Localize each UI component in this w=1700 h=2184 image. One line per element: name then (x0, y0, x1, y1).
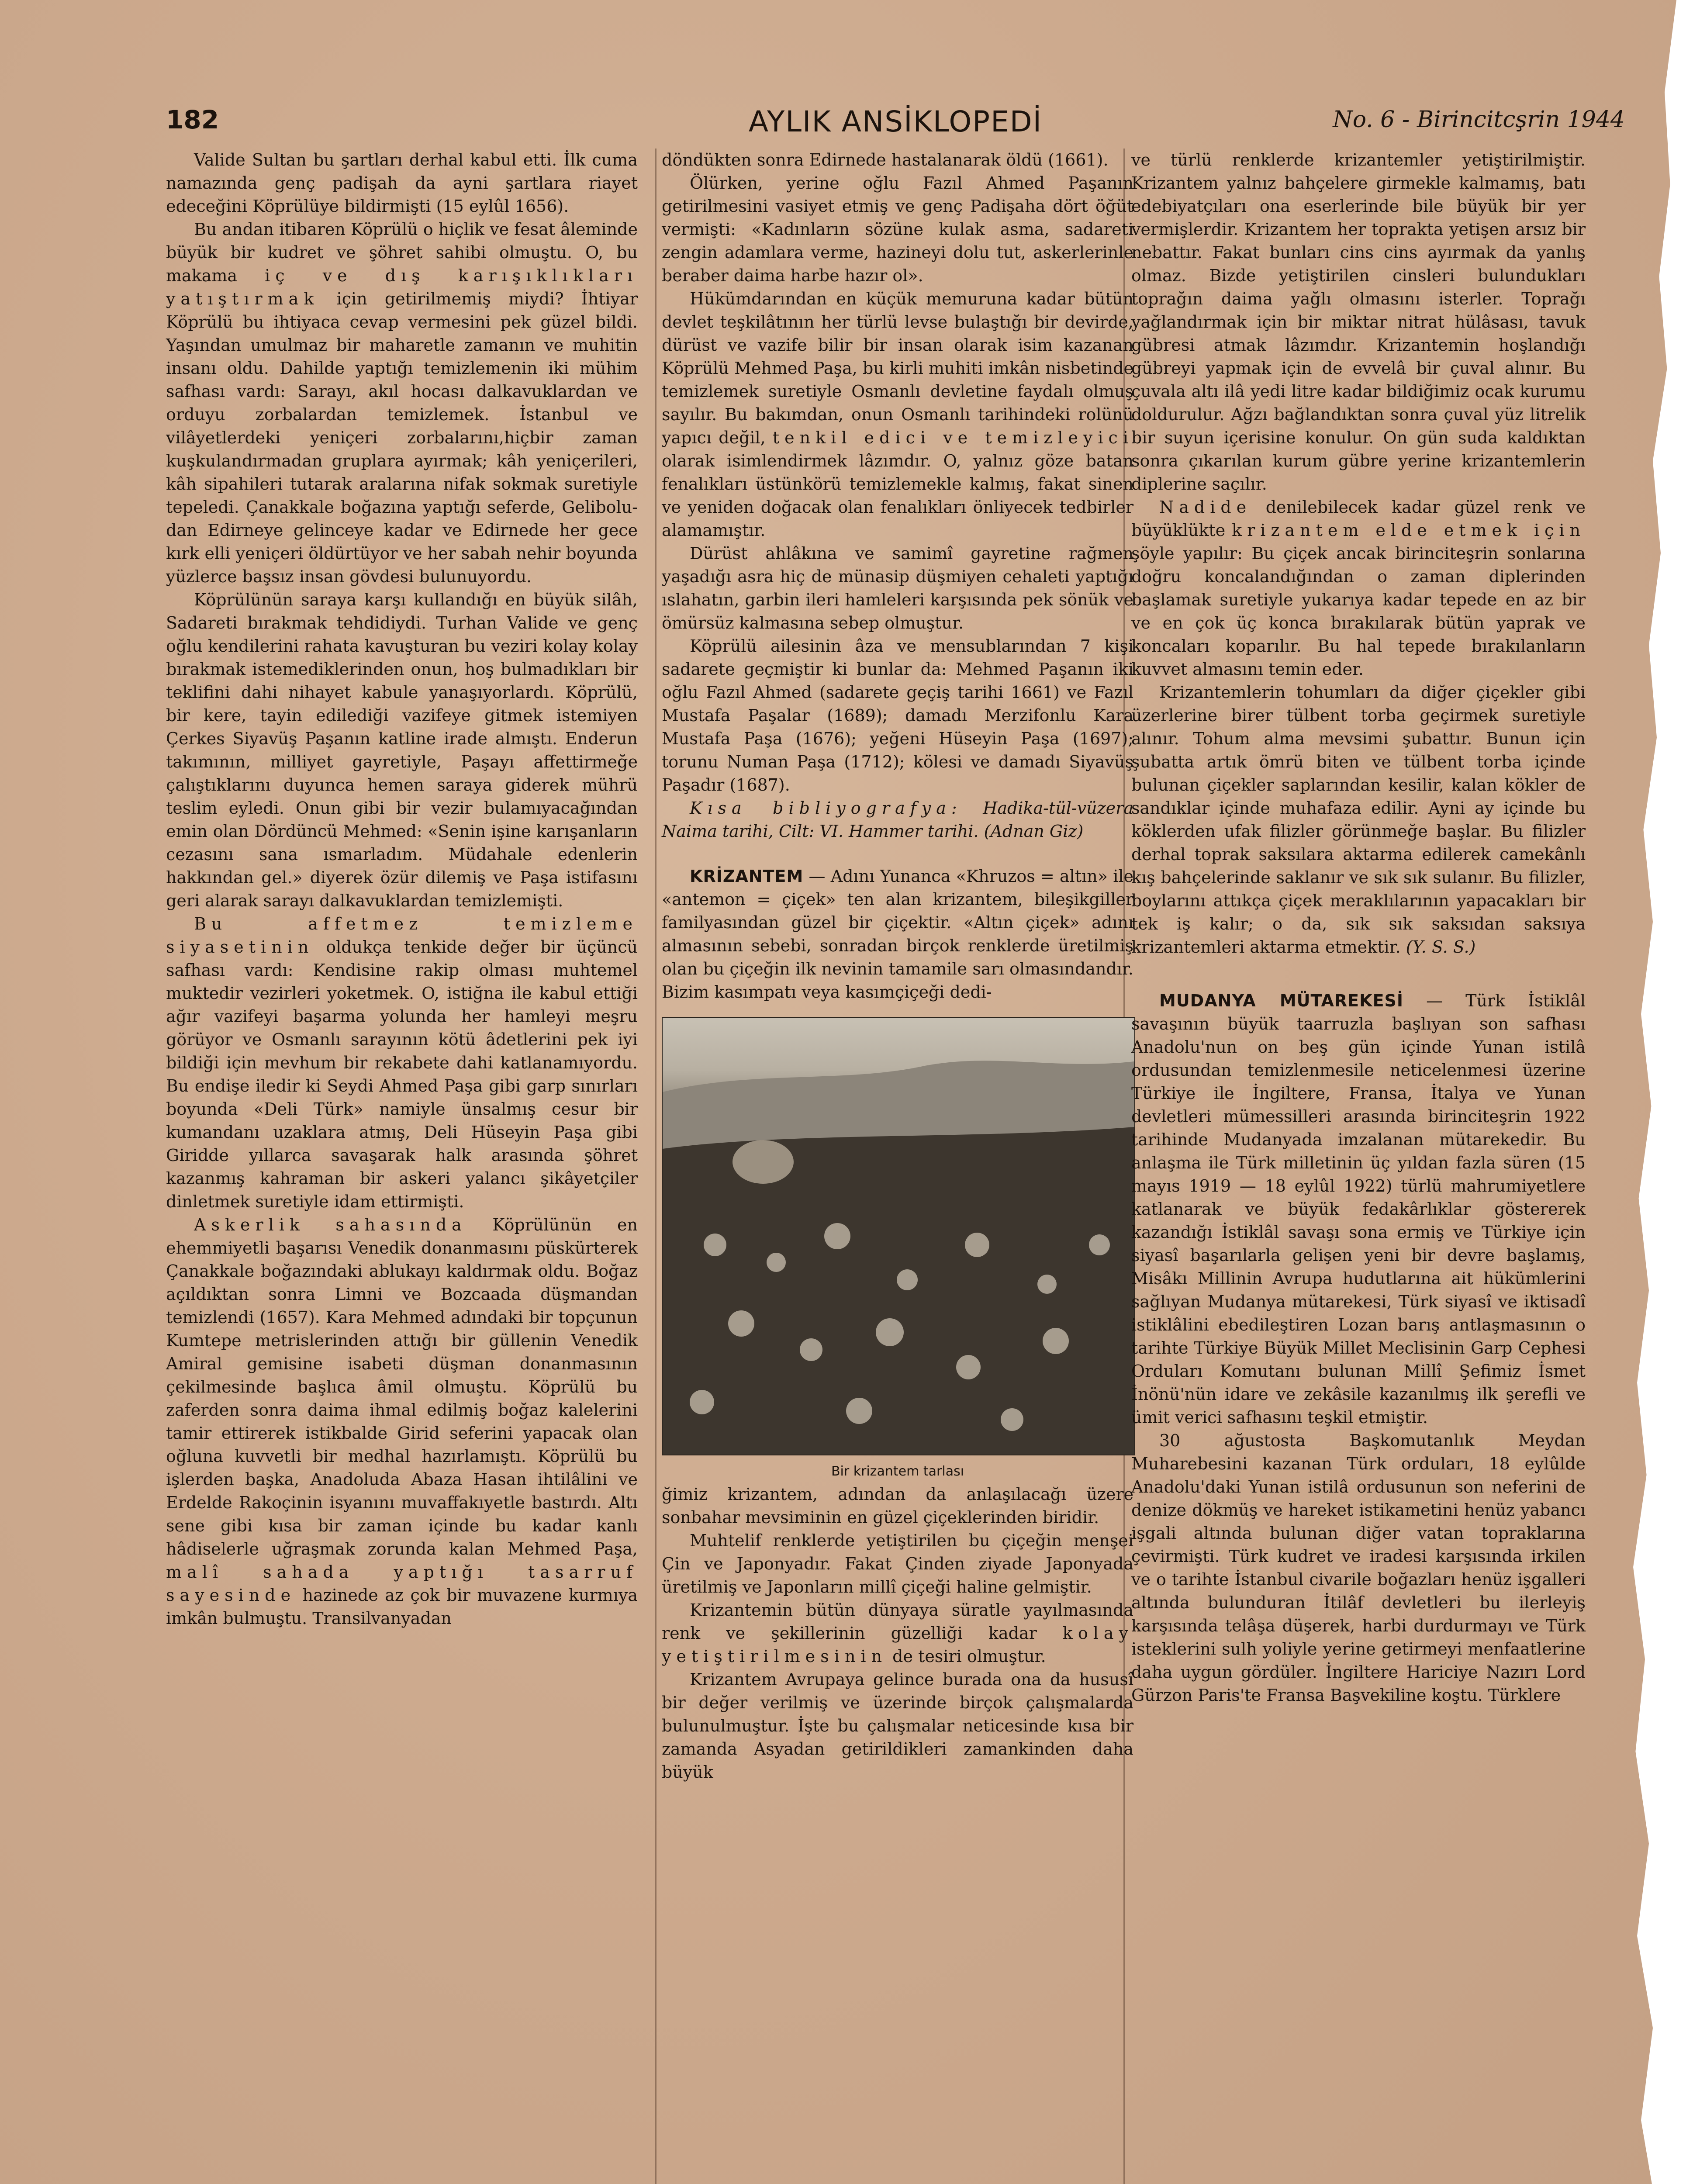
paragraph (166, 912, 638, 1213)
text-run: — Adını Yunanca «Khruzos = altın» ile «antemon = çiçek» ten alan krizantem, bileşikgiller familyasından güzel bir çiçektir. «Altın çiçek» adını almasının sebebi, sonradan birçok renklerde üretilmiş olan bu çiçeğin ilk nevinin tamamile sarı olmasındandır. Bizim kasımpatı veya kasımçiçeği dedi- (662, 867, 1133, 1002)
article-heading-mudanya: MUDANYA MÜTAREKESİ (1159, 991, 1404, 1010)
bibliography-text: Hadika-tül-vüzera Naima tarihi, Cilt: VI. Hammer tarihi. (662, 798, 1133, 841)
text-run: Hükümdarından en küçük memuruna kadar bütün devlet teşkilâtının her türlü levse bulaştığı bir devirde, dürüst ve vazife bilir bir insan olarak isim kazanan Köprülü Mehmed Paşa, bu kirli muhiti imkân nisbetinde temizlemek suretiyle Osmanlı devletine faydalı olmuş sayılır. Bu bakımdan, onun Osmanlı tarihindeki rolünü yapıcı değil, (662, 289, 1133, 447)
paragraph (1131, 681, 1586, 959)
paragraph (662, 287, 1133, 542)
paragraph: ve türlü renklerde krizantemler yetiştirilmiştir. Krizantem yalnız bahçelere girmekle kalmamış, batı edebiyatçıları ona eserlerinde bile büyük bir yer vermişlerdir. Krizantem her toprakta yetişen arsız bir nebattır. Fakat bunları cins cins ayırmak da yanlış olmaz. Bizde yetiştirilen cinsleri bulundukları toprağın daima yağlı olmasını isterler. Toprağı yağlandırmak için bir miktar nitrat hülâsası, tavuk gübresi atmak lâzımdır. Krizantemin hoşlandığı gübreyi yapmak için de evvelâ bir çuval alınır. Bu çuvala altı ilâ yedi litre kadar bildiğimiz ocak kurumu doldurulur. Ağzı bağlandıktan sonra çuval yüz litrelik bir suyun içerisine konulur. On gün suda kaldıktan sonra çıkarılan kurum gübre yerine krizantemlerin diplerine saçılır. (1131, 150, 1586, 494)
photo-caption: Bir krizantem tarlası (831, 1464, 964, 1479)
column-divider (655, 149, 657, 2184)
text-run: hazinede az çok bir muvazene kurmıya imkân bulmuştu. Transilvanyadan (166, 1586, 638, 1628)
torn-edge (1621, 0, 1700, 2184)
page-number: 182 (166, 105, 219, 135)
paragraph: Muhtelif renklerde yetiştirilen bu çiçeğin menşei Çin ve Japonyadır. Fakat Çinden ziyade Japonyada üretilmiş ve Japonların millî çiçeği haline gelmiştir. (662, 1531, 1133, 1597)
author-signature: (Adnan Giz) (984, 822, 1084, 841)
bibliography (662, 797, 1133, 843)
text-run: denilebilecek kadar güzel renk ve büyüklükte (1131, 498, 1586, 540)
text-run: için getirilmemiş miydi? İhtiyar Köprülü bu ihtiyaca cevap vermesini pek güzel bildi. Yaşından umulmaz bir maharetle zamanın ve muhitin insanı oldu. Dahilde yaptığı temizlemenin iki mühim safhası vardı: Sarayı, akıl hocası dalkavuklardan ve orduyu zorbalardan temizlemek. İstanbul ve vilâyetlerdeki yeniçeri zorbalarını,hiçbir zaman kuşkulandırmadan gruplara ayırmak; kâh yeniçerileri, kâh sipahileri tutarak aralarına nifak sokmak suretiyle tepeledi. Çanakkale boğazına yaptığı seferde, Gelibolu-dan Edirneye gelinceye kadar ve Edirnede her gece kırk elli yeniçeri öldürtüyor ve her sabah nehir boyunda yüzlerce başsız insan gövdesi bulunuyordu. (166, 289, 638, 586)
paragraph: Ölürken, yerine oğlu Fazıl Ahmed Paşanın getirilmesini vasiyet etmiş ve genç Padişaha dört öğüt vermişti: «Kadınların sözüne kulak asma, sadareti zengin adamlara verme, hazineyi dolu tut, askerlerinle beraber daima harbe hazır ol». (662, 173, 1133, 285)
paragraph: Dürüst ahlâkına ve samimî gayretine rağmen yaşadığı asra hiç de münasip düşmiyen cehaleti yaptığı ıslahatın, garbin ileri hamleleri karşısında pek sönük ve ömürsüz kalmasına sebep olmuştur. (662, 544, 1133, 632)
text-run: Bu andan itibaren Köprülü o hiçlik ve fesat âleminde büyük bir kudret ve şöhret sahibi olmuştu. O, bu makama (166, 220, 638, 285)
text-run: şöyle yapılır: Bu çiçek ancak birinciteşrin sonlarına doğru koncalandığından o zaman diplerinden başlamak suretiyle yukarıya kadar tepede en az bir ve en çok üç konca bırakılarak bütün yaprak ve koncaları koparılır. Bu hal tepede bırakılanların kuvvet almasını temin eder. (1131, 544, 1586, 679)
paragraph: Valide Sultan bu şartları derhal kabul etti. İlk cuma namazında genç padişah da ayni şartlara riayet edeceğini Köprülüye bildirmişti (15 eylûl 1656). (166, 150, 638, 216)
spaced-phrase: Bu affetmez temizleme siyasetinin (166, 914, 638, 957)
paragraph: ğimiz krizantem, adından da anlaşılacağı üzere sonbahar mevsiminin en güzel çiçeklerinden biridir. (662, 1485, 1133, 1527)
author-signature: (Y. S. S.) (1406, 937, 1476, 957)
spaced-phrase: Askerlik sahasında (194, 1215, 467, 1234)
text-run: Krizantemin bütün dünyaya süratle yayılmasında renk ve şekillerinin güzelliği kadar (662, 1600, 1133, 1643)
column-2 (662, 149, 1133, 1784)
text-run: oldukça tenkide değer bir üçüncü safhası vardı: Kendisine rakip olması muhtemel muktedir vezirleri yoketmek. O, istiğna ile kabul ettiği ağır vazifeyi başarma yolunda her hamleyi meşru görüyor ve Osmanlı sarayının kötü âdetlerini pek iyi bildiği için mevhum bir rekabete dahi katlanamıyordu. Bu endişe iledir ki Seydi Ahmed Paşa gibi garp sınırları boyunda «Deli Türk» namiyle ünsalmış cesur bir kumandanı uzaklara atmış, Deli Hüseyin Paşa gibi Giridde yıllarca savaşarak halk arasında şöhret kazanmış kahraman bir askeri yalancı şikâyetçiler dinletmek suretiyle idam ettirmişti. (166, 937, 638, 1211)
column-1 (166, 149, 638, 1630)
paragraph: Köprülü ailesinin âza ve mensublarından 7 kişi sadarete geçmiştir ki bunlar da: Mehmed Paşanın iki oğlu Fazıl Ahmed (sadarete geçiş tarihi 1661) ve Fazıl Mustafa Paşalar (1689); damadı Merzifonlu Kara Mustafa Paşa (1676); yeğeni Hüseyin Paşa (1697); torunu Numan Paşa (1712); kölesi ve damadı Siyavüş Paşadır (1687). (662, 636, 1133, 795)
paragraph (1131, 989, 1586, 1429)
journal-title: AYLIK ANSİKLOPEDİ (748, 105, 1043, 138)
paragraph (1131, 496, 1586, 681)
spaced-phrase: krizantem elde etmek için (1232, 521, 1586, 540)
paragraph (662, 1599, 1133, 1668)
paragraph (662, 865, 1133, 1004)
issue-info: No. 6 - Birincitcşrin 1944 (1333, 107, 1625, 133)
paragraph: 30 ağustosta Başkomutanlık Meydan Muharebesini kazanan Türk orduları, 18 eylûlde Anadolu'daki Yunan istilâ ordusunun son neferini de denize dökmüş ve hareket istikametini henüz yabancı işgali altında bulunan diğer vatan topraklarına çevirmişti. Türk kudret ve iradesi karşısında irkilen ve o tarihte İstanbul civarile boğazları henüz işgalleri altında bulunduran İtilâf devletleri bu ilerleyiş karşısında telâşa düşerek, harbi durdurmayı ve Türk isteklerini sulh yoliyle yerine getirmeyi menfaatlerine daha uygun gördüler. İngiltere Hariciye Nazırı Lord Gürzon Paris'te Fransa Başvekiline koştu. Türklere (1131, 1431, 1586, 1705)
paragraph: döndükten sonra Edirnede hastalanarak öldü (1661). (662, 150, 1109, 169)
spaced-phrase: iç ve dış karışıklıkları yatıştırmak (166, 266, 638, 308)
photo-chrysanthemum-field (662, 1017, 1135, 1455)
spaced-phrase: malî sahada yaptığı tasarruf sayesinde (166, 1562, 638, 1605)
page-header (166, 105, 1625, 144)
paragraph: Krizantem Avrupaya gelince burada ona da hususî bir değer verilmiş ve üzerinde birçok çalışmalarda bulunulmuştur. İşte bu çalışmalar neticesinde kısa bir zamanda Asyadan getirildikleri zamankinden daha büyük (662, 1670, 1133, 1782)
text-run: Krizantemlerin tohumları da diğer çiçekler gibi üzerlerine birer tülbent torba geçirmek suretiyle alınır. Tohum alma mevsimi şubattır. Bunun için şubatta artık ömrü biten ve tülbent torba içinde bulunan çiçekler saplarından kesilir, kalan kökler de sandıklar içinde muhafaza edilir. Ayni ay içinde bu köklerden ufak filizler görünmeğe başlar. Bu filizler derhal toprak saksılara aktarma edilerek camekânlı kış bahçelerinde saklanır ve sık sık sulanır. Bu filizler, boylarını attıkça çiçek meraklılarının yapacakları bir tek iş kalır; o da, sık sık saksıdan saksıya krizantemleri aktarma etmektir. (1131, 683, 1586, 957)
text-run: de tesiri olmuştur. (892, 1647, 1046, 1666)
paragraph: Köprülünün saraya karşı kullandığı en büyük silâh, Sadareti bırakmak tehdidiydi. Turhan Valide ve genç oğlu kendilerini rahata kavuşturan bu veziri kolay kolay bırakmak istemediklerinden onun, hoş bulmadıkları bir teklifini dahi nihayet kabule yanaşıyorlardı. Köprülü, bir kere, tayin edilediği vazifeye gitmek istemiyen Çerkes Siyavüş Paşanın katline irade almıştı. Enderun takımının, milliyet gayretiyle, Paşayı affettirmeğe çalıştıklarını duyunca hemen saraya giderek mührü teslim eyledi. Onun gibi bir vezir bulamıyacağından emin olan Dördüncü Mehmed: «Senin işine karışanların cezasını sana ısmarladım. Müdahale edenlerin hakkından gel.» diyerek özür dilemiş ve Paşa istifasını geri alarak sarayı dalkavuklardan temizlemişti. (166, 590, 638, 910)
photo-illustration (663, 1018, 1134, 1455)
bibliography-label: Kısa bibliyografya: (690, 798, 962, 818)
text-run: Köprülünün en ehemmiyetli başarısı Venedik donanmasını püskürterek Çanakkale boğazındaki ablukayı kaldırmak oldu. Boğaz açıldıktan sonra Limni ve Bozcaada düşmandan temizlendi (1657). Kara Mehmed adındaki bir topçunun Kumtepe metrislerinden attığı bir güllenin Venedik Amiral gemisine isabeti düşman donanmasının çekilmesinde başlıca âmil olmuştu. Köprülü bu zaferden sonra daima ihmal edilmiş boğaz kalelerini tamir ettirerek istikbalde Girid seferini yapacak olan oğluna kuvvetli bir medhal hazırlamıştı. Köprülü bu işlerden başka, Anadoluda Abaza Hasan ihtilâlini ve Erdelde Rakoçinin isyanını muvaffakıyetle bastırdı. Altı sene gibi kısa bir zaman içinde bu kadar kanlı hâdiselerle uğraşmak zorunda kalan Mehmed Paşa, (166, 1215, 638, 1559)
column-3 (1131, 149, 1586, 1707)
article-heading-krizantem: KRİZANTEM (690, 867, 804, 886)
spaced-phrase: tenkil edici ve temizleyici (772, 428, 1133, 447)
paragraph (166, 1213, 638, 1630)
text-run: olarak isimlendirmek lâzımdır. O, yalnız göze batan fenalıkları üstünkörü temizlemekle kalmış, fakat sinen ve yeniden doğacak olan fenalıkları önliyecek tedbirler alamamıştır. (662, 451, 1133, 540)
text-run: — Türk İstiklâl savaşının büyük taarruzla başlıyan son safhası Anadolu'nun on beş gün içinde Yunan istilâ ordusundan temizlenmesile neticelenmesi üzerine Türkiye ile İngiltere, Fransa, İtalya ve Yunan devletleri mümessilleri arasında birinciteşrin 1922 tarihinde Mudanyada imzalanan mütarekedir. Bu anlaşma ile Türk milletinin üç yıldan fazla süren (15 mayıs 1919 — 18 eylûl 1922) türlü mahrumiyetlere katlanarak ve büyük fedakârlıklar göstererek kazandığı İstiklâl savaşı sona ermiş ve Türkiye için siyasî başarılarla gelişen yeni bir devre başlamış, Misâkı Millinin Avrupa hudutlarına ait hükümlerini sağlıyan Mudanya mütarekesi, Türk siyasî ve iktisadî istiklâlini ebedileştiren Lozan barış antlaşmasının o tarihte Türkiye Büyük Millet Meclisinin Garp Cephesi Orduları Komutanı bulunan Millî Şefimiz İsmet İnönü'nün idare ve zekâsile kazanılmış ilk şerefli ve ümit verici safhasını teşkil etmiştir. (1131, 991, 1586, 1427)
spaced-phrase: Nadide (1159, 498, 1252, 517)
paragraph (166, 218, 638, 588)
spaced-phrase: kolay yetiştirilmesinin (662, 1624, 1133, 1666)
